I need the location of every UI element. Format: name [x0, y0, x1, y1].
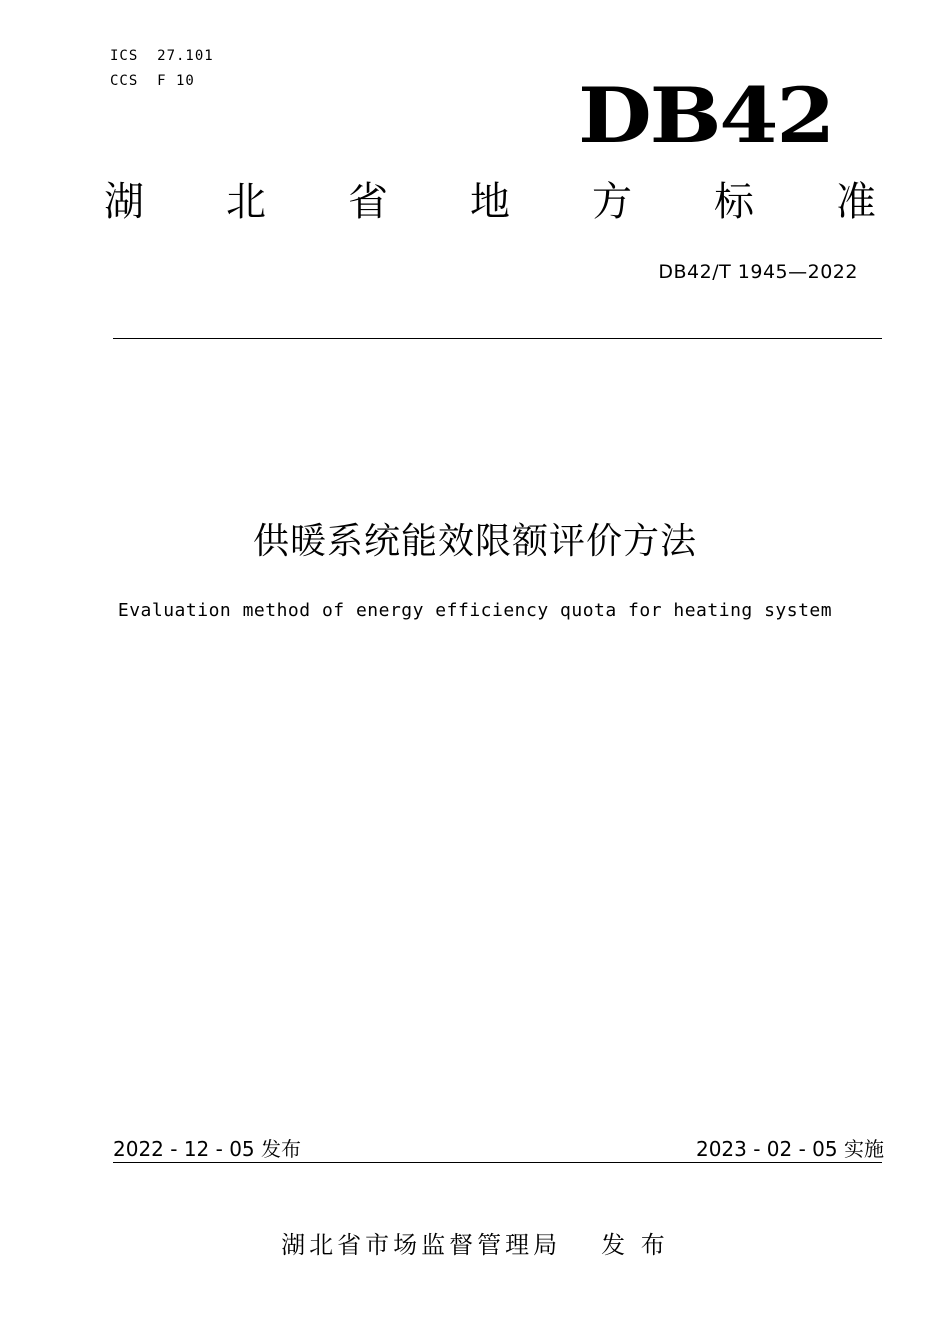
document-title-english: Evaluation method of energy efficiency quota for heating system: [117, 600, 833, 621]
org-title-char: 方: [592, 179, 632, 225]
org-title-char: 省: [348, 179, 388, 225]
org-title: [104, 179, 876, 225]
top-divider: [113, 338, 882, 339]
ccs-code: CCS F 10: [110, 73, 195, 89]
db42-logo: DB42: [578, 71, 834, 160]
standard-number: DB42/T 1945—2022: [658, 261, 858, 283]
org-title-char: 地: [470, 179, 510, 225]
publish-date: 2022 - 12 - 05 发布: [113, 1137, 302, 1161]
org-title-char: 准: [836, 179, 876, 225]
document-title-chinese: 供暖系统能效限额评价方法: [252, 521, 697, 562]
issuer-name: 湖北省市场监督管理局: [281, 1231, 562, 1259]
issuer-action: 发 布: [601, 1231, 669, 1259]
effective-date: 2023 - 02 - 05 实施: [695, 1137, 884, 1161]
org-title-char: 湖: [104, 179, 144, 225]
bottom-divider: [113, 1162, 882, 1163]
org-title-char: 标: [714, 179, 754, 225]
org-title-char: 北: [226, 179, 266, 225]
issuer-line: [0, 1225, 950, 1260]
ics-code: ICS 27.101: [110, 48, 214, 64]
